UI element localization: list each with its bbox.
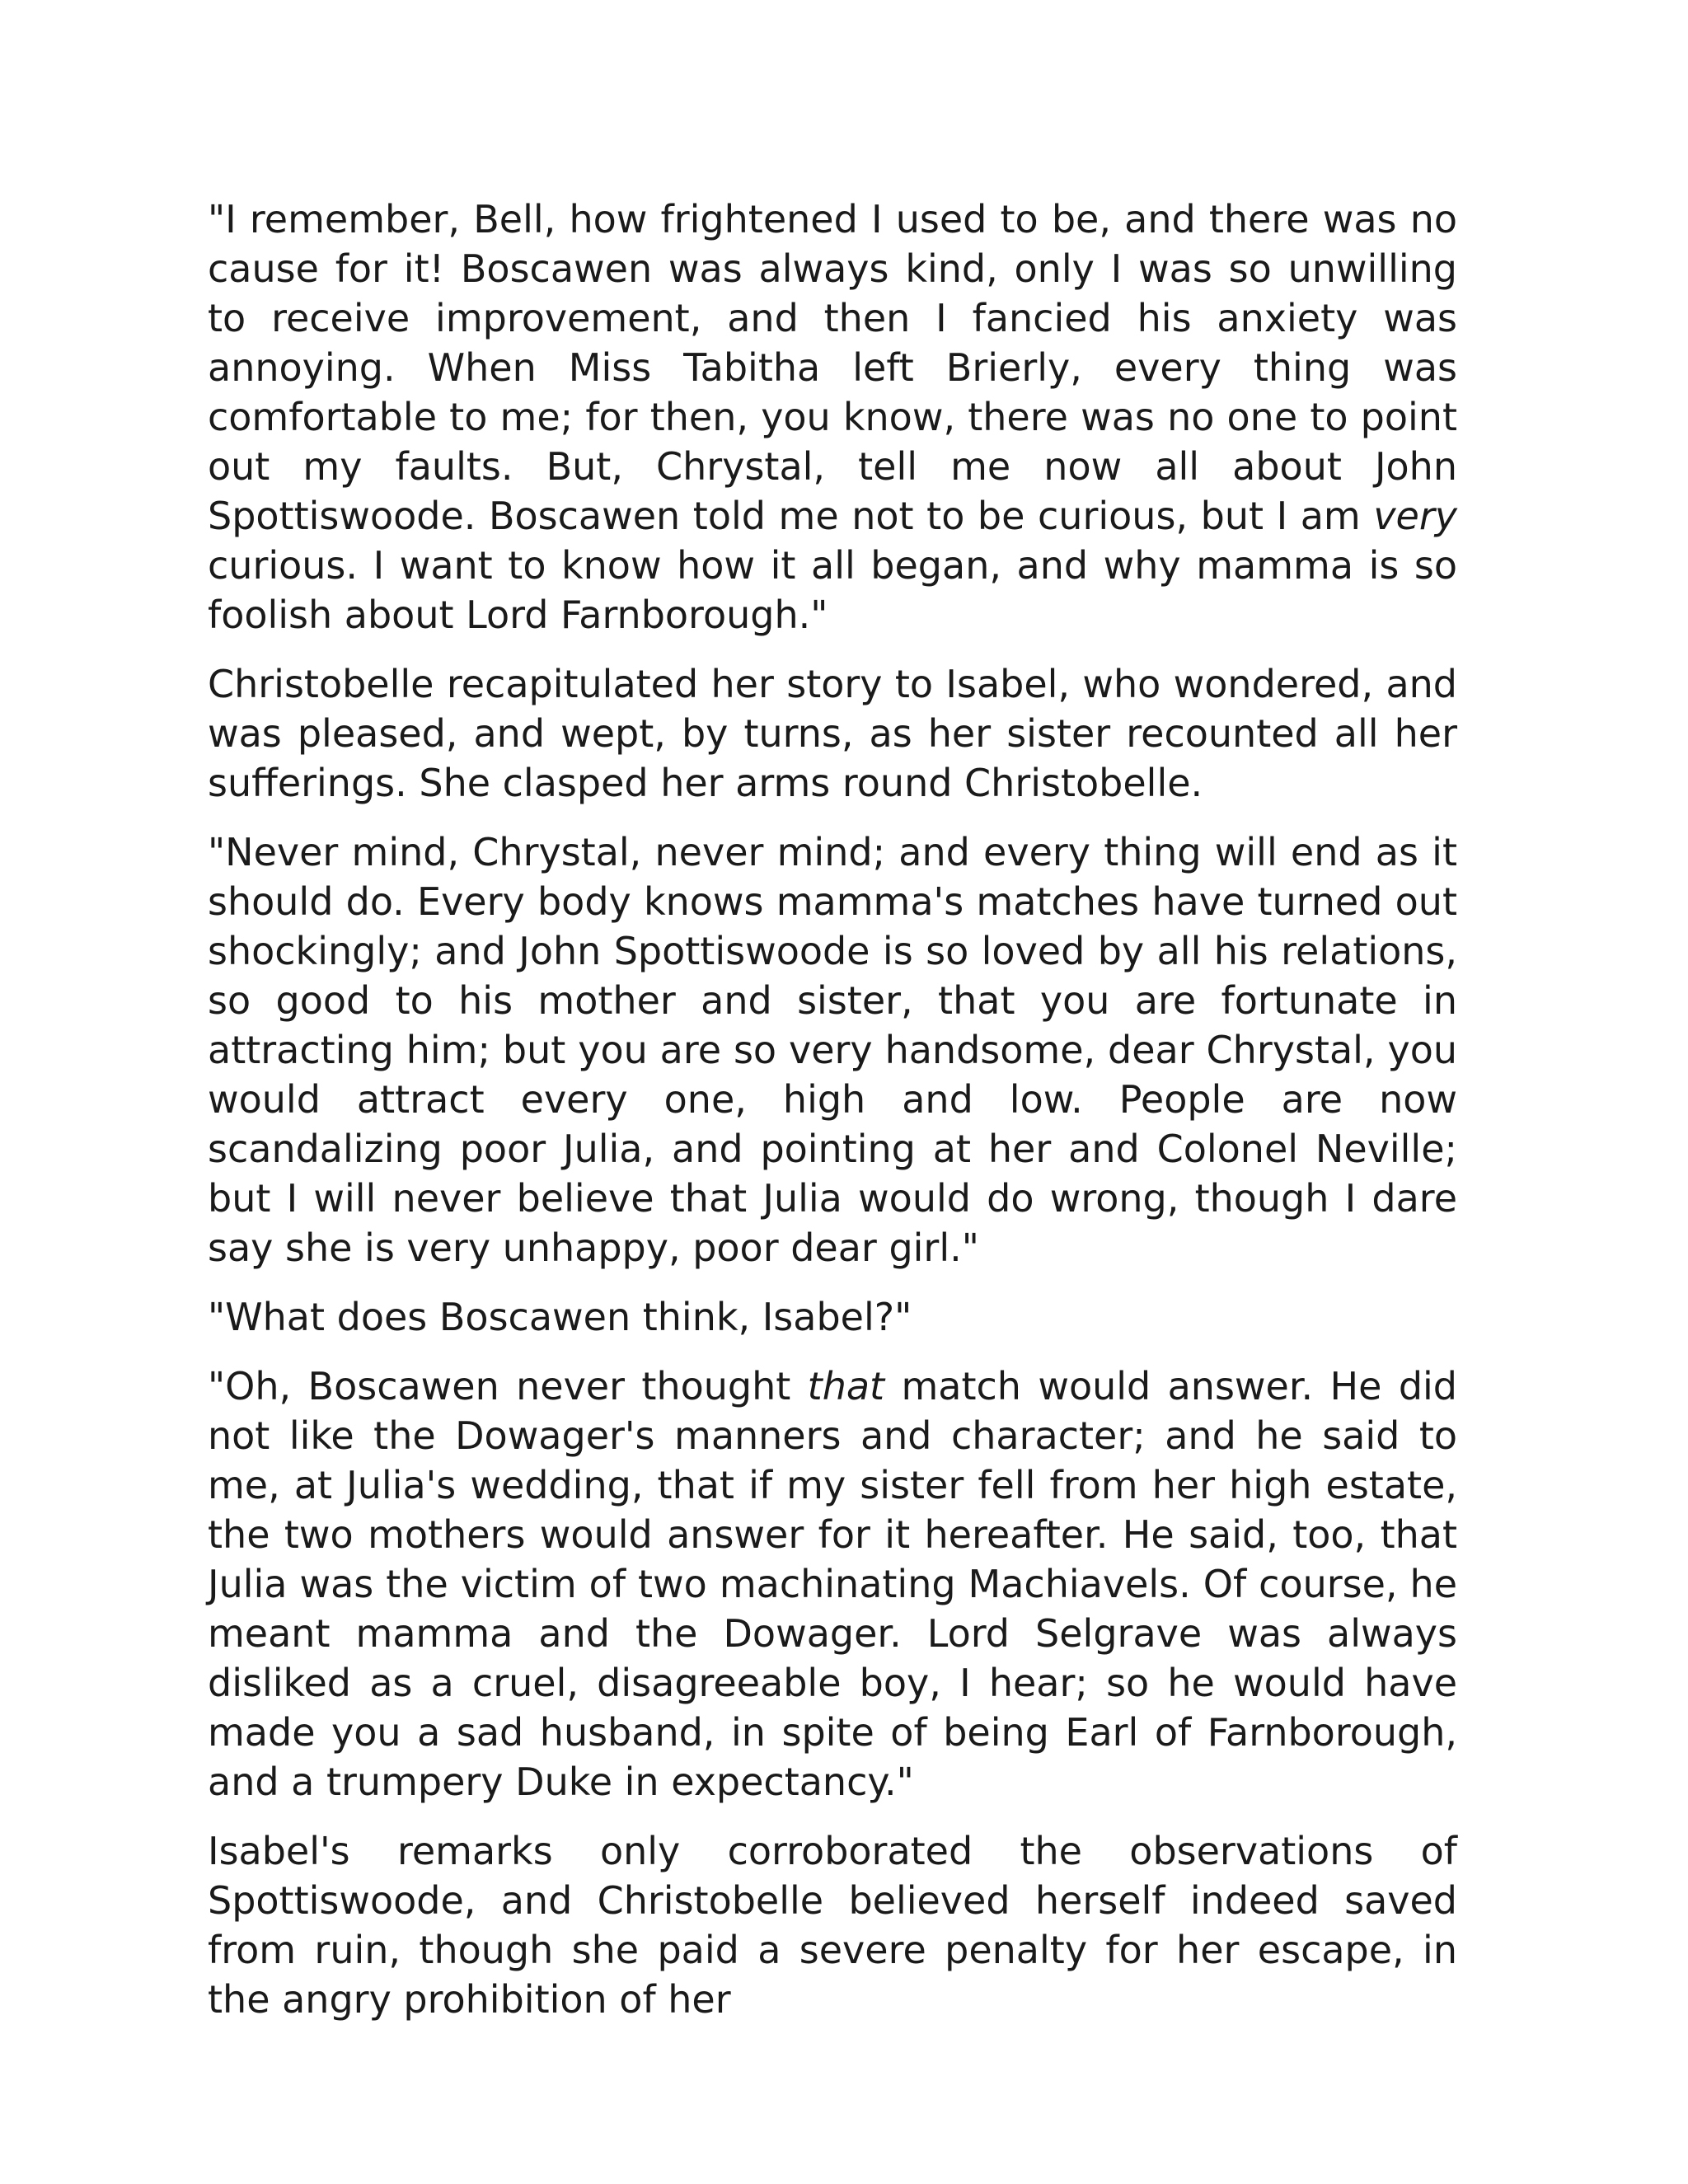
paragraph-text: Isabel's remarks only corroborated the observations of Spottiswoode, and Christobelle believed herself indeed saved from ruin, though she paid a severe penalty for her escape, in the angry prohibition of her <box>208 1829 1457 2022</box>
paragraph-5 <box>208 1361 1457 1807</box>
paragraph-4 <box>208 1292 1457 1342</box>
paragraph-2 <box>208 659 1457 808</box>
paragraph-text: "What does Boscawen think, Isabel?" <box>208 1295 912 1339</box>
paragraph-3 <box>208 827 1457 1272</box>
paragraph-text: curious. I want to know how it all began, and why mamma is so foolish about Lord Farnborough." <box>208 543 1457 637</box>
book-page-text <box>208 194 1457 2024</box>
emphasis-text: very <box>1373 494 1457 538</box>
paragraph-text: "Oh, Boscawen never thought <box>208 1364 808 1408</box>
paragraph-1 <box>208 194 1457 640</box>
emphasis-text: that <box>807 1364 885 1408</box>
paragraph-text: "Never mind, Chrystal, never mind; and every thing will end as it should do. Every body knows mamma's matches have turned out shockingly; and John Spottiswoode is so loved by all his relations, so good to his mother and sister, that you are fortunate in attracting him; but you are so very handsome, dear Chrystal, you would attract every one, high and low. People are now scandalizing poor Julia, and pointing at her and Colonel Neville; but I will never believe that Julia would do wrong, though I dare say she is very unhappy, poor dear girl." <box>208 830 1457 1270</box>
paragraph-text: Christobelle recapitulated her story to Isabel, who wondered, and was pleased, and wept, by turns, as her sister recounted all her sufferings. She clasped her arms round Christobelle. <box>208 662 1457 805</box>
paragraph-6 <box>208 1826 1457 2024</box>
paragraph-text: match would answer. He did not like the Dowager's manners and character; and he said to me, at Julia's wedding, that if my sister fell from her high estate, the two mothers would answer for it hereafter. He said, too, that Julia was the victim of two machinating Machiavels. Of course, he meant mamma and the Dowager. Lord Selgrave was always disliked as a cruel, disagreeable boy, I hear; so he would have made you a sad husband, in spite of being Earl of Farnborough, and a trumpery Duke in expectancy." <box>208 1364 1457 1804</box>
paragraph-text: "I remember, Bell, how frightened I used to be, and there was no cause for it! Boscawen was always kind, only I was so unwilling to receive improvement, and then I fancied his anxiety was annoying. When Miss Tabitha left Brierly, every thing was comfortable to me; for then, you know, there was no one to point out my faults. But, Chrystal, tell me now all about John Spottiswoode. Boscawen told me not to be curious, but I am <box>208 197 1457 538</box>
